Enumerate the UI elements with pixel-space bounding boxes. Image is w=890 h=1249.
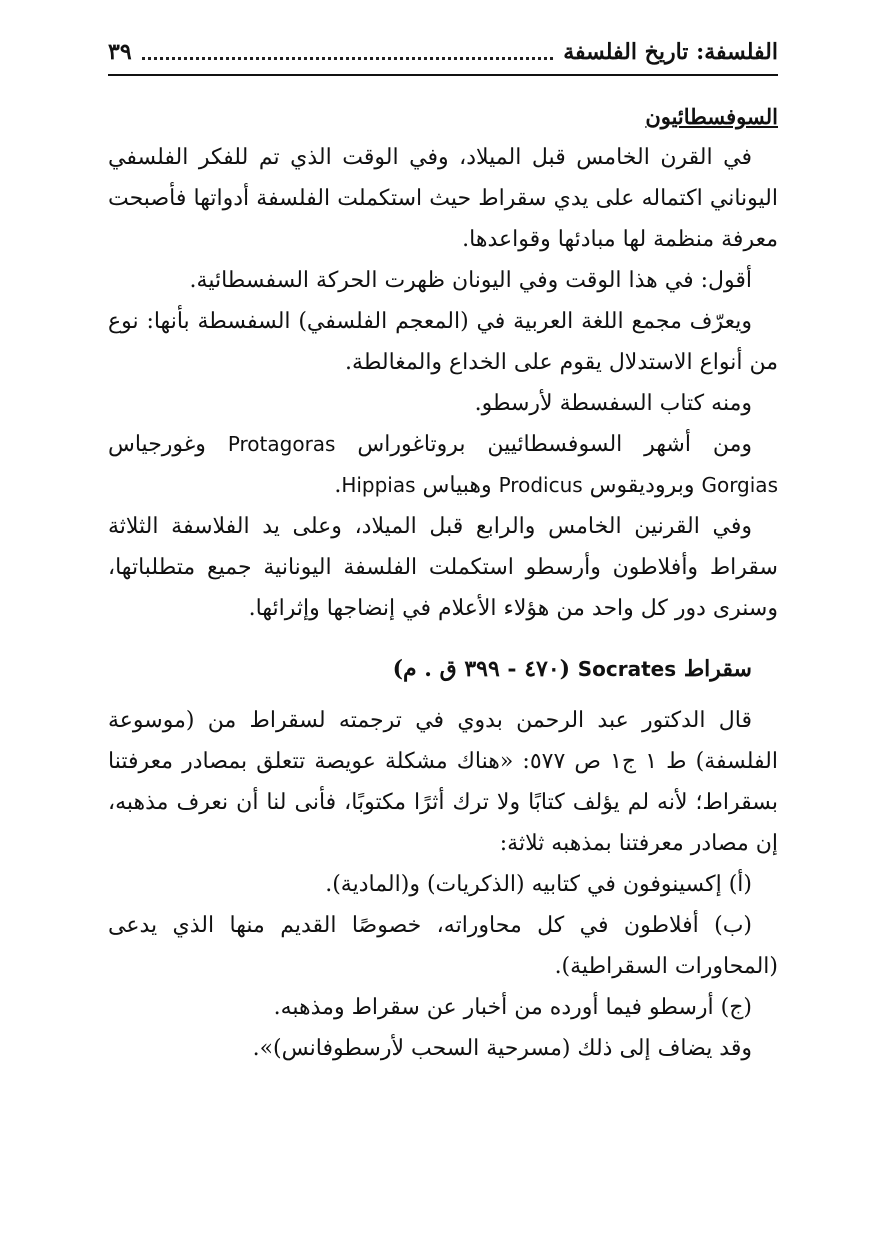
section-heading-socrates: [108, 649, 778, 690]
heading-dates: (٤٧٠ - ٣٩٩ ق . م): [392, 656, 571, 682]
paragraph: أقول: في هذا الوقت وفي اليونان ظهرت الحركة السفسطائية.: [189, 268, 752, 293]
text-run: وغورجياس: [108, 432, 206, 457]
page-body: [108, 96, 778, 1069]
running-header: [108, 32, 778, 72]
list-item: (ب) أفلاطون في كل محاوراته، خصوصًا القديم منها الذي يدعى (المحاورات السقراطية).: [108, 913, 778, 979]
section-heading-sophists: السوفسطائيون: [645, 104, 778, 129]
header-rule: [108, 74, 778, 76]
header-title: الفلسفة: تاريخ الفلسفة: [563, 39, 778, 65]
paragraph: في القرن الخامس قبل الميلاد، وفي الوقت الذي تم للفكر الفلسفي اليوناني اكتماله على يدي سقراط حيث استكملت الفلسفة أدواتها فأصبحت معرفة منظمة لها مبادئها وقواعدها.: [108, 145, 778, 252]
heading-arabic-name: سقراط: [683, 656, 752, 682]
paragraph: ومنه كتاب السفسطة لأرسطو.: [474, 391, 752, 416]
name-protagoras: Protagoras: [227, 432, 336, 456]
paragraph: وقد يضاف إلى ذلك (مسرحية السحب لأرسطوفانس)».: [252, 1036, 752, 1061]
text-run: ومن أشهر السوفسطائيين بروتاغوراس: [357, 432, 753, 457]
header-dot-leader: [142, 57, 554, 60]
text-run: وبروديقوس: [589, 473, 695, 498]
paragraph: قال الدكتور عبد الرحمن بدوي في ترجمته لسقراط من (موسوعة الفلسفة) ط ١ ج١ ص ٥٧٧: «هناك مشكلة عويصة تتعلق بمصادر معرفتنا بسقراط؛ لأنه لم يؤلف كتابًا ولا ترك أثرًا مكتوبًا، فأنى لنا أن نعرف مذهبه، إن مصادر معرفتنا بمذهبه ثلاثة:: [108, 708, 778, 856]
text-run: .: [334, 473, 342, 498]
name-gorgias: Gorgias: [701, 473, 778, 497]
page-number: ٣٩: [108, 39, 132, 65]
paragraph: وفي القرنين الخامس والرابع قبل الميلاد، وعلى يد الفلاسفة الثلاثة سقراط وأفلاطون وأرسطو استكملت الفلسفة اليونانية جميع متطلباتها، وسنرى دور كل واحد من هؤلاء الأعلام في إنضاجها وإثرائها.: [108, 514, 778, 621]
paragraph-famous-sophists: [108, 424, 778, 506]
list-item: (ج) أرسطو فيما أورده من أخبار عن سقراط ومذهبه.: [273, 995, 752, 1020]
name-prodicus: Prodicus: [498, 473, 583, 497]
list-item: (أ) إكسينوفون في كتابيه (الذكريات) و(المادية).: [325, 872, 752, 897]
text-run: وهبياس: [422, 473, 492, 498]
name-hippias: Hippias: [341, 473, 416, 497]
paragraph: ويعرّف مجمع اللغة العربية في (المعجم الفلسفي) السفسطة بأنها: نوع من أنواع الاستدلال يقوم على الخداع والمغالطة.: [108, 309, 778, 375]
heading-latin-name: Socrates: [577, 657, 677, 681]
